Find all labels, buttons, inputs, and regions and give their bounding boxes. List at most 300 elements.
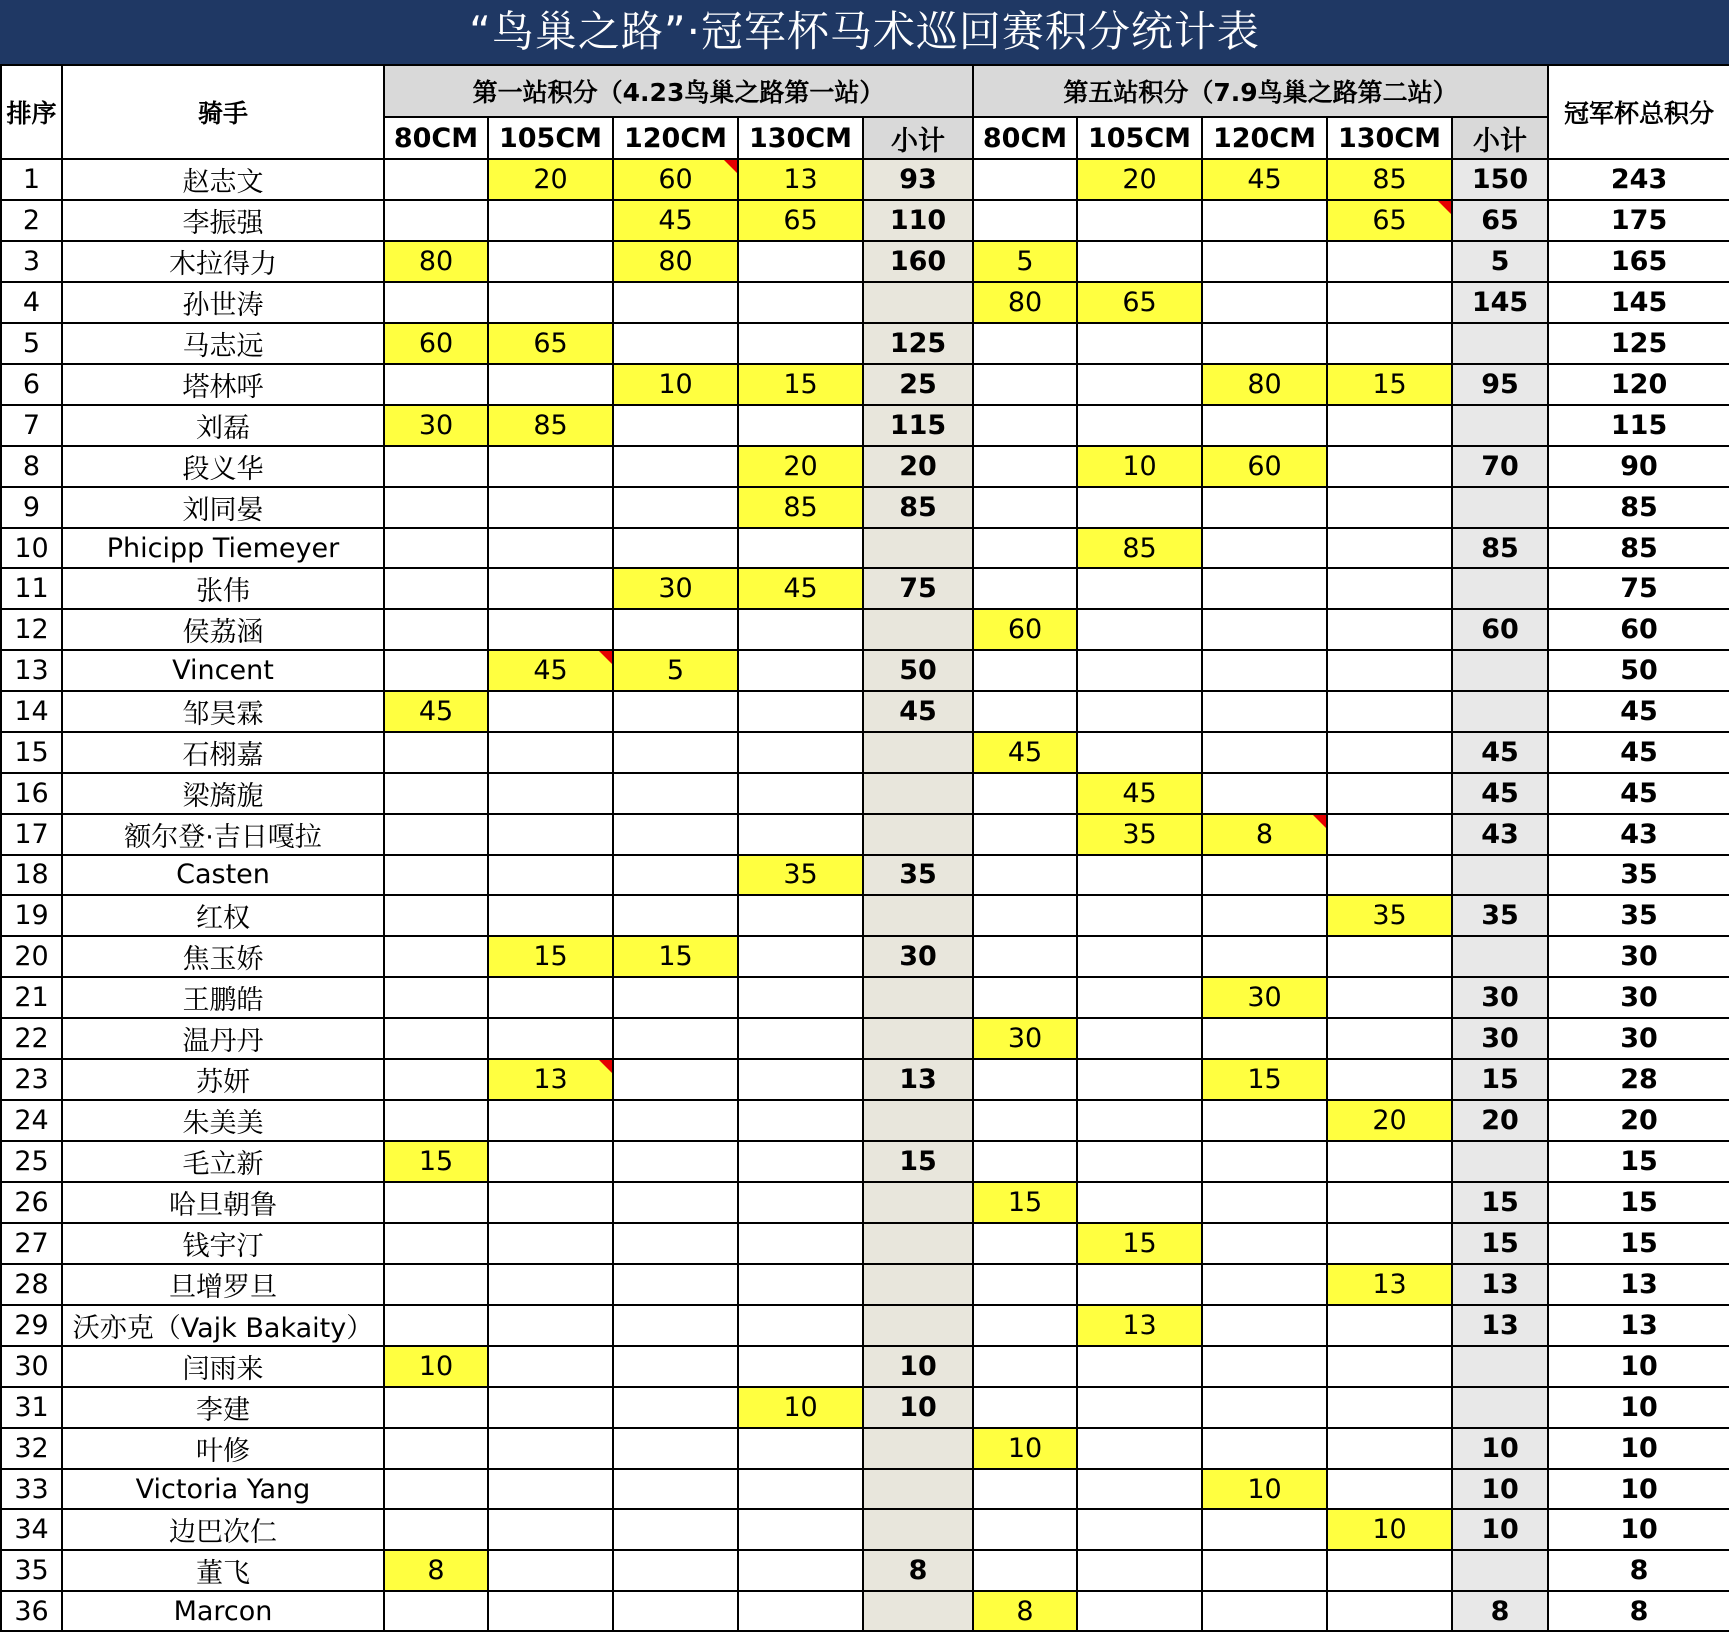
s2-class-80-score: 5 <box>973 241 1077 282</box>
s1-class-80-score <box>384 773 488 814</box>
s1-class-130-score: 85 <box>738 487 863 528</box>
rank-cell: 3 <box>1 241 62 282</box>
s2-class-80-score <box>973 446 1077 487</box>
s2-class-130-score <box>1327 528 1452 568</box>
rider-name-cell: Vincent <box>62 650 384 690</box>
rider-name-cell: 毛立新 <box>62 1141 384 1182</box>
s2-class-120-score <box>1202 1509 1327 1550</box>
table-row <box>1 159 1729 200</box>
s2-subtotal-cell <box>1452 323 1548 364</box>
s2-class-120-score <box>1202 1305 1327 1346</box>
s2-class-80-score <box>973 895 1077 936</box>
s1-class-120-score: 80 <box>613 241 738 282</box>
table-row <box>1 1059 1729 1100</box>
s1-class-130-score <box>738 1305 863 1346</box>
s2-class-120-score <box>1202 568 1327 609</box>
table-row <box>1 1018 1729 1059</box>
grand-total-cell: 85 <box>1548 528 1729 568</box>
standings-body <box>1 159 1729 1631</box>
s1-subtotal-cell <box>863 1100 973 1141</box>
grand-total-cell: 43 <box>1548 814 1729 855</box>
rider-name-cell: 邹昊霖 <box>62 691 384 732</box>
s1-class-120-score <box>613 1550 738 1591</box>
table-row <box>1 1591 1729 1631</box>
s2-class-105-score <box>1077 650 1202 690</box>
s1-class-120-score <box>613 487 738 528</box>
rider-name-cell: 刘磊 <box>62 405 384 446</box>
s1-class-80-score <box>384 609 488 650</box>
s1-class-105-score <box>488 977 613 1018</box>
s1-class-80-score <box>384 895 488 936</box>
rank-cell: 22 <box>1 1018 62 1059</box>
s1-class-80-score: 10 <box>384 1346 488 1387</box>
s2-class-80-score <box>973 691 1077 732</box>
s2-class-105-score <box>1077 1428 1202 1469</box>
s1-class-80-score <box>384 855 488 895</box>
s2-class-80-score <box>973 1550 1077 1591</box>
s2-subtotal-cell <box>1452 1346 1548 1387</box>
s1-class-80-score <box>384 1100 488 1141</box>
s1-subtotal-cell <box>863 1591 973 1631</box>
s1-subtotal-cell: 35 <box>863 855 973 895</box>
rank-cell: 7 <box>1 405 62 446</box>
s2-class-130-score <box>1327 1346 1452 1387</box>
s2-class-130-score <box>1327 732 1452 773</box>
s1-class-120-score: 45 <box>613 200 738 241</box>
table-row <box>1 1305 1729 1346</box>
s2-class-80-score <box>973 568 1077 609</box>
grand-total-cell: 30 <box>1548 1018 1729 1059</box>
grand-total-cell: 30 <box>1548 977 1729 1018</box>
rider-name-cell: 苏妍 <box>62 1059 384 1100</box>
s2-class-130-score <box>1327 814 1452 855</box>
s2-class-80-score <box>973 364 1077 405</box>
s2-subtotal-cell <box>1452 691 1548 732</box>
s1-class-80-score <box>384 814 488 855</box>
s1-class-105-score <box>488 1305 613 1346</box>
s2-class-120-score <box>1202 1428 1327 1469</box>
s2-class-130-score <box>1327 568 1452 609</box>
table-row <box>1 364 1729 405</box>
grand-total-cell: 35 <box>1548 895 1729 936</box>
table-row <box>1 814 1729 855</box>
rider-name-cell: 段义华 <box>62 446 384 487</box>
s1-class-80-score: 30 <box>384 405 488 446</box>
rank-cell: 2 <box>1 200 62 241</box>
s1-class-105-score <box>488 282 613 323</box>
s1-class-120-score: 30 <box>613 568 738 609</box>
grand-total-cell: 10 <box>1548 1387 1729 1428</box>
grand-total-cell: 28 <box>1548 1059 1729 1100</box>
grand-total-cell: 75 <box>1548 568 1729 609</box>
s2-class-105-score <box>1077 568 1202 609</box>
s2-class-120-score: 10 <box>1202 1469 1327 1509</box>
s2-class-130-score <box>1327 1141 1452 1182</box>
s1-class-105-score <box>488 487 613 528</box>
s1-class-105-score <box>488 1141 613 1182</box>
table-row <box>1 241 1729 282</box>
s1-class-105-score <box>488 1100 613 1141</box>
s2-class-130-score: 10 <box>1327 1509 1452 1550</box>
s2-subtotal-cell <box>1452 855 1548 895</box>
stage2-header: 第五站积分（7.9鸟巢之路第二站） <box>973 65 1548 117</box>
rider-name-cell: 额尔登·吉日嘎拉 <box>62 814 384 855</box>
s1-subtotal-cell: 8 <box>863 1550 973 1591</box>
grand-total-cell: 85 <box>1548 487 1729 528</box>
s1-class-130-score <box>738 732 863 773</box>
rank-cell: 21 <box>1 977 62 1018</box>
rider-name-cell: 梁旖旎 <box>62 773 384 814</box>
s2-class-80-score <box>973 1509 1077 1550</box>
rider-name-cell: 刘同晏 <box>62 487 384 528</box>
grand-total-cell: 20 <box>1548 1100 1729 1141</box>
grand-total-cell: 10 <box>1548 1346 1729 1387</box>
s2-subtotal-cell: 10 <box>1452 1469 1548 1509</box>
rider-name-cell: 红权 <box>62 895 384 936</box>
s2-class-120-score <box>1202 650 1327 690</box>
table-row <box>1 732 1729 773</box>
s2-subtotal-cell: 15 <box>1452 1182 1548 1223</box>
s1-class-80-score <box>384 446 488 487</box>
s2-class-105-score <box>1077 1591 1202 1631</box>
s2-class-80-score <box>973 977 1077 1018</box>
s2-class-80-score <box>973 1059 1077 1100</box>
s1-class-80-score <box>384 528 488 568</box>
rider-name-cell: 董飞 <box>62 1550 384 1591</box>
s2-class-105-score <box>1077 1100 1202 1141</box>
table-row <box>1 855 1729 895</box>
s2-subtotal-cell <box>1452 650 1548 690</box>
s1-class-80-score <box>384 1223 488 1264</box>
rank-cell: 31 <box>1 1387 62 1428</box>
table-row <box>1 1387 1729 1428</box>
s1-class-130-score: 13 <box>738 159 863 200</box>
rider-name-cell: 马志远 <box>62 323 384 364</box>
rider-name-cell: 温丹丹 <box>62 1018 384 1059</box>
s1-class-120-score: 15 <box>613 936 738 977</box>
s1-subtotal-cell <box>863 609 973 650</box>
s1-subtotal-cell: 125 <box>863 323 973 364</box>
rank-cell: 34 <box>1 1509 62 1550</box>
rank-cell: 13 <box>1 650 62 690</box>
grand-total-cell: 15 <box>1548 1141 1729 1182</box>
s2-class-80-score <box>973 487 1077 528</box>
s2-class-130-score <box>1327 1182 1452 1223</box>
s1-subtotal-cell: 13 <box>863 1059 973 1100</box>
rank-cell: 5 <box>1 323 62 364</box>
s2-class-80-score <box>973 855 1077 895</box>
s1-class-105-score <box>488 364 613 405</box>
s2-class-120-score: 15 <box>1202 1059 1327 1100</box>
s1-class-80-score <box>384 1059 488 1100</box>
s2-class-105-score <box>1077 936 1202 977</box>
s2-class-80-score <box>973 1387 1077 1428</box>
s2-subtotal-cell <box>1452 405 1548 446</box>
table-row <box>1 1346 1729 1387</box>
s2-subtotal-cell: 85 <box>1452 528 1548 568</box>
s2-subtotal-cell: 13 <box>1452 1264 1548 1305</box>
table-row <box>1 1182 1729 1223</box>
s1-subtotal-cell: 10 <box>863 1346 973 1387</box>
s1-class-120-score <box>613 1428 738 1469</box>
s1-class-80-score: 80 <box>384 241 488 282</box>
s1-class-80-score <box>384 568 488 609</box>
s2-class-130-score <box>1327 1018 1452 1059</box>
s1-class-120-score <box>613 1100 738 1141</box>
s2-class-130-score <box>1327 1223 1452 1264</box>
s1-class-80-score <box>384 1469 488 1509</box>
s2-subtotal-cell: 145 <box>1452 282 1548 323</box>
s1-class-105-score <box>488 1591 613 1631</box>
s2-class-105-score <box>1077 609 1202 650</box>
s1-subtotal-cell: 110 <box>863 200 973 241</box>
rank-cell: 33 <box>1 1469 62 1509</box>
s2-class-120-score <box>1202 1100 1327 1141</box>
s2-class-80-score <box>973 1100 1077 1141</box>
s2-class-105-score <box>1077 1059 1202 1100</box>
s1-class-120-score: 60 <box>613 159 738 200</box>
rank-cell: 9 <box>1 487 62 528</box>
s1-class-130-score <box>738 936 863 977</box>
rider-name-cell: 侯荔涵 <box>62 609 384 650</box>
grand-total-cell: 8 <box>1548 1591 1729 1631</box>
s1-class-120-score <box>613 814 738 855</box>
s1-class-130-score: 45 <box>738 568 863 609</box>
s2-subtotal-cell <box>1452 936 1548 977</box>
s1-subtotal-cell: 10 <box>863 1387 973 1428</box>
s2-class-120-score <box>1202 528 1327 568</box>
s1-class-120-score <box>613 773 738 814</box>
s1-class-120-score <box>613 732 738 773</box>
s1-class-80-score: 45 <box>384 691 488 732</box>
header-row-top <box>1 65 1729 117</box>
s2-class-80-score: 10 <box>973 1428 1077 1469</box>
rider-name-cell: Marcon <box>62 1591 384 1631</box>
s2-class-105-score: 15 <box>1077 1223 1202 1264</box>
s2-class-105-score <box>1077 691 1202 732</box>
s2-class-130-score: 35 <box>1327 895 1452 936</box>
s1-subtotal-cell: 45 <box>863 691 973 732</box>
rank-cell: 4 <box>1 282 62 323</box>
rider-name-cell: 边巴次仁 <box>62 1509 384 1550</box>
s2-subtotal-cell: 60 <box>1452 609 1548 650</box>
rider-name-cell: 叶修 <box>62 1428 384 1469</box>
s1-subtotal-cell: 160 <box>863 241 973 282</box>
s1-class-130-score: 65 <box>738 200 863 241</box>
s2-class-105-score <box>1077 241 1202 282</box>
s2-class-130-score <box>1327 487 1452 528</box>
s2-class-80-score <box>973 323 1077 364</box>
s1-class-120-score <box>613 1059 738 1100</box>
table-row <box>1 568 1729 609</box>
s2-subtotal-cell <box>1452 487 1548 528</box>
grand-total-cell: 60 <box>1548 609 1729 650</box>
s2-class-105-score <box>1077 1264 1202 1305</box>
s2-class-130-score: 13 <box>1327 1264 1452 1305</box>
rank-cell: 10 <box>1 528 62 568</box>
table-row <box>1 895 1729 936</box>
s1-subtotal-cell <box>863 773 973 814</box>
s1-class-130-score <box>738 1264 863 1305</box>
s2-class-80-score <box>973 405 1077 446</box>
s1-class-105-score <box>488 773 613 814</box>
s1-class-80-score <box>384 1264 488 1305</box>
s1-class-80-score <box>384 1509 488 1550</box>
s1-class-130-score <box>738 282 863 323</box>
s2-class-105-score <box>1077 1550 1202 1591</box>
s2-class-120-score <box>1202 609 1327 650</box>
s2-class-130-score: 65 <box>1327 200 1452 241</box>
s1-subtotal-cell <box>863 1223 973 1264</box>
s1-class-80-score <box>384 1305 488 1346</box>
s1-subtotal-cell <box>863 1264 973 1305</box>
s1-class-120-score <box>613 1018 738 1059</box>
s2-subtotal-cell: 43 <box>1452 814 1548 855</box>
rank-cell: 30 <box>1 1346 62 1387</box>
s2-class-120-score <box>1202 691 1327 732</box>
s2-class-130-score <box>1327 1550 1452 1591</box>
s1-class-105-score <box>488 732 613 773</box>
s1-class-130-score <box>738 1141 863 1182</box>
s2-class-105-score <box>1077 364 1202 405</box>
s1-class-80-score <box>384 936 488 977</box>
s2-class-105-score <box>1077 405 1202 446</box>
s1-subtotal-cell <box>863 977 973 1018</box>
grand-total-cell: 15 <box>1548 1223 1729 1264</box>
s1-class-120-score: 5 <box>613 650 738 690</box>
table-row <box>1 977 1729 1018</box>
rank-cell: 14 <box>1 691 62 732</box>
s2-class-130-score <box>1327 323 1452 364</box>
s1-class-120-score <box>613 895 738 936</box>
s2-class-105-score <box>1077 487 1202 528</box>
s1-class-120-score <box>613 855 738 895</box>
s2-class-120-score <box>1202 405 1327 446</box>
s1-class-80-score <box>384 364 488 405</box>
s1-class-120-score <box>613 977 738 1018</box>
table-row <box>1 487 1729 528</box>
comment-marker-icon <box>1313 815 1326 828</box>
s2-class-120-header: 120CM <box>1202 117 1327 159</box>
s2-class-80-score <box>973 159 1077 200</box>
s1-class-105-score: 20 <box>488 159 613 200</box>
s2-subtotal-cell: 95 <box>1452 364 1548 405</box>
s1-class-120-score <box>613 323 738 364</box>
total-header: 冠军杯总积分 <box>1548 65 1729 159</box>
rank-cell: 24 <box>1 1100 62 1141</box>
s1-subtotal-cell: 93 <box>863 159 973 200</box>
rider-name-cell: 哈旦朝鲁 <box>62 1182 384 1223</box>
s1-class-120-score <box>613 691 738 732</box>
grand-total-cell: 13 <box>1548 1305 1729 1346</box>
s1-class-105-score <box>488 1428 613 1469</box>
s1-class-120-score <box>613 528 738 568</box>
rank-cell: 17 <box>1 814 62 855</box>
s2-subtotal-cell: 15 <box>1452 1223 1548 1264</box>
s1-class-130-score <box>738 1223 863 1264</box>
table-row <box>1 1469 1729 1509</box>
rank-cell: 29 <box>1 1305 62 1346</box>
s2-class-105-score <box>1077 732 1202 773</box>
s2-class-105-score <box>1077 1018 1202 1059</box>
s1-class-80-score <box>384 1591 488 1631</box>
table-row <box>1 1100 1729 1141</box>
rider-name-cell: 朱美美 <box>62 1100 384 1141</box>
s2-class-120-score <box>1202 1346 1327 1387</box>
rank-cell: 25 <box>1 1141 62 1182</box>
s2-class-130-score <box>1327 282 1452 323</box>
s1-class-130-header: 130CM <box>738 117 863 159</box>
s1-class-130-score <box>738 773 863 814</box>
s2-subtotal-cell <box>1452 1387 1548 1428</box>
s1-class-120-score <box>613 1387 738 1428</box>
s1-class-130-score <box>738 977 863 1018</box>
s1-class-130-score <box>738 1428 863 1469</box>
s2-class-120-score: 80 <box>1202 364 1327 405</box>
s2-class-80-score <box>973 528 1077 568</box>
s2-class-105-score: 13 <box>1077 1305 1202 1346</box>
s2-class-120-score <box>1202 855 1327 895</box>
table-row <box>1 405 1729 446</box>
s2-class-120-score <box>1202 1550 1327 1591</box>
s2-class-105-score <box>1077 323 1202 364</box>
s1-class-80-score <box>384 1182 488 1223</box>
s1-class-105-header: 105CM <box>488 117 613 159</box>
s1-subtotal-cell <box>863 814 973 855</box>
s2-class-105-header: 105CM <box>1077 117 1202 159</box>
s1-class-105-score: 45 <box>488 650 613 690</box>
s2-class-120-score <box>1202 487 1327 528</box>
rank-cell: 36 <box>1 1591 62 1631</box>
rider-name-cell: Phicipp Tiemeyer <box>62 528 384 568</box>
s1-class-105-score: 15 <box>488 936 613 977</box>
rider-name-cell: 李建 <box>62 1387 384 1428</box>
s1-class-120-score <box>613 1346 738 1387</box>
s2-class-80-score <box>973 1264 1077 1305</box>
rank-cell: 16 <box>1 773 62 814</box>
s2-class-130-score <box>1327 936 1452 977</box>
s2-subtotal-cell: 8 <box>1452 1591 1548 1631</box>
s2-class-105-score: 65 <box>1077 282 1202 323</box>
s1-class-105-score <box>488 1509 613 1550</box>
grand-total-cell: 125 <box>1548 323 1729 364</box>
s1-class-105-score: 85 <box>488 405 613 446</box>
s2-class-105-score <box>1077 977 1202 1018</box>
rider-name-cell: Victoria Yang <box>62 1469 384 1509</box>
table-row <box>1 200 1729 241</box>
s2-class-105-score <box>1077 200 1202 241</box>
s1-class-105-score: 13 <box>488 1059 613 1100</box>
s1-class-105-score <box>488 1223 613 1264</box>
table-row <box>1 446 1729 487</box>
s2-class-130-score: 85 <box>1327 159 1452 200</box>
s1-class-80-score <box>384 159 488 200</box>
grand-total-cell: 45 <box>1548 732 1729 773</box>
s1-class-105-score <box>488 691 613 732</box>
s1-class-120-score <box>613 1264 738 1305</box>
s2-class-130-score <box>1327 1591 1452 1631</box>
s2-class-120-score <box>1202 1223 1327 1264</box>
grand-total-cell: 45 <box>1548 691 1729 732</box>
rider-name-cell: 李振强 <box>62 200 384 241</box>
s1-subtotal-cell: 115 <box>863 405 973 446</box>
grand-total-cell: 90 <box>1548 446 1729 487</box>
s1-class-130-score: 10 <box>738 1387 863 1428</box>
rank-cell: 32 <box>1 1428 62 1469</box>
s2-class-130-score <box>1327 1305 1452 1346</box>
s2-class-120-score: 60 <box>1202 446 1327 487</box>
rank-cell: 26 <box>1 1182 62 1223</box>
